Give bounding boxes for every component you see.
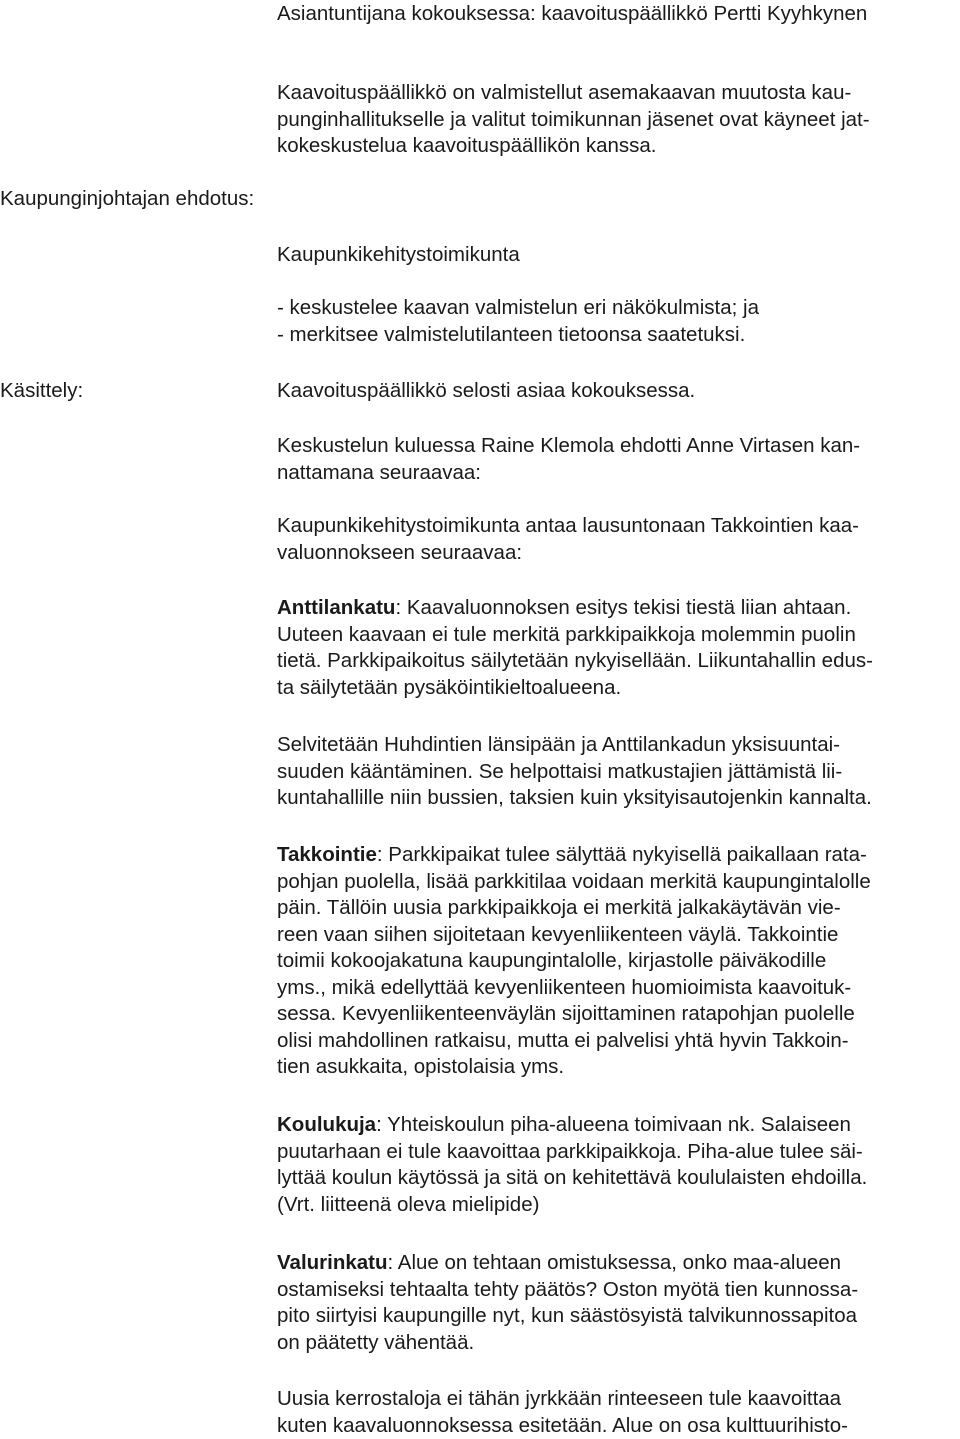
- takkointie-term: Takkointie: [277, 843, 377, 866]
- expert-text: Asiantuntijana kokouksessa: kaavoituspäällikkö Pertti Kyyhkynen: [277, 1, 957, 28]
- takkointie-line: pohjan puolella, lisää parkkitilaa voidaan merkitä kaupungintalolle: [277, 869, 957, 896]
- selvitetaan-line: kuntahallille niin bussien, taksien kuin yksityisautojenkin kannalta.: [277, 785, 957, 812]
- koulukuja-line: (Vrt. liitteenä oleva mielipide): [277, 1192, 957, 1219]
- koulukuja-text: : Yhteiskoulun piha-alueena toimivaan nk. Salaiseen: [376, 1113, 851, 1136]
- proposal-point: - merkitsee valmistelutilanteen tietoonsa saatetuksi.: [277, 322, 957, 349]
- anttilankatu-line: [277, 595, 957, 622]
- valurinkatu-text: : Alue on tehtaan omistuksessa, onko maa-alueen: [388, 1251, 842, 1274]
- expert-line: [277, 1, 957, 28]
- statement-line: valuonnokseen seuraavaa:: [277, 540, 957, 567]
- koulukuja-paragraph: [277, 1112, 957, 1218]
- takkointie-line: tien asukkaita, opistolaisia yms.: [277, 1054, 957, 1081]
- proposal-committee: [277, 242, 957, 269]
- intro-paragraph: [277, 80, 957, 160]
- valurinkatu-paragraph: [277, 1250, 957, 1356]
- selvitetaan-paragraph: [277, 732, 957, 812]
- takkointie-line: [277, 842, 957, 869]
- statement-paragraph: [277, 513, 957, 566]
- valurinkatu-line: pito siirtyisi kaupungille nyt, kun säästösyistä talvikunnossapitoa: [277, 1303, 957, 1330]
- anttilankatu-line: Uuteen kaavaan ei tule merkitä parkkipaikkoja molemmin puolin: [277, 622, 957, 649]
- koulukuja-line: lyttää koulun käytössä ja sitä on kehitettävä koululaisten ehdoilla.: [277, 1165, 957, 1192]
- intro-line: kokeskustelua kaavoituspäällikön kanssa.: [277, 133, 957, 160]
- handling-first-text: Kaavoituspäällikkö selosti asiaa kokouksessa.: [277, 378, 957, 405]
- label-handling: Käsittely:: [0, 378, 83, 405]
- statement-line: Kaupunkikehitystoimikunta antaa lausuntonaan Takkointien kaa-: [277, 513, 957, 540]
- valurinkatu-line: ostamiseksi tehtaalta tehty päätös? Oston myötä tien kunnossa-: [277, 1277, 957, 1304]
- valurinkatu-line: on päätetty vähentää.: [277, 1330, 957, 1357]
- koulukuja-line: [277, 1112, 957, 1139]
- koulukuja-term: Koulukuja: [277, 1113, 376, 1136]
- uusia-paragraph: [277, 1386, 957, 1439]
- takkointie-line: reen vaan siihen sijoitetaan kevyenliikenteen väylä. Takkointie: [277, 922, 957, 949]
- intro-line: punginhallitukselle ja valitut toimikunnan jäsenet ovat käyneet jat-: [277, 107, 957, 134]
- proposal-points: [277, 295, 957, 348]
- discussion-line: Keskustelun kuluessa Raine Klemola ehdotti Anne Virtasen kan-: [277, 433, 957, 460]
- takkointie-line: toimii kokoojakatuna kaupungintalolle, kirjastolle päiväkodille: [277, 948, 957, 975]
- takkointie-line: sessa. Kevyenliikenteenväylän sijoittaminen ratapohjan puolelle: [277, 1001, 957, 1028]
- anttilankatu-term: Anttilankatu: [277, 596, 395, 619]
- committee-name: Kaupunkikehitystoimikunta: [277, 242, 957, 269]
- anttilankatu-paragraph: [277, 595, 957, 701]
- valurinkatu-line: [277, 1250, 957, 1277]
- uusia-line: Uusia kerrostaloja ei tähän jyrkkään rinteeseen tule kaavoittaa: [277, 1386, 957, 1413]
- selvitetaan-line: suuden kääntäminen. Se helpottaisi matkustajien jättämistä lii-: [277, 759, 957, 786]
- takkointie-text: : Parkkipaikat tulee sälyttää nykyisellä paikallaan rata-: [377, 843, 867, 866]
- intro-line: Kaavoituspäällikkö on valmistellut asemakaavan muutosta kau-: [277, 80, 957, 107]
- uusia-line: kuten kaavaluonnoksessa esitetään. Alue on osa kulttuurihisto-: [277, 1413, 957, 1439]
- selvitetaan-line: Selvitetään Huhdintien länsipään ja Anttilankadun yksisuuntai-: [277, 732, 957, 759]
- anttilankatu-line: tietä. Parkkipaikoitus säilytetään nykyisellään. Liikuntahallin edus-: [277, 648, 957, 675]
- takkointie-line: päin. Tällöin uusia parkkipaikkoja ei merkitä jalkakäytävän vie-: [277, 895, 957, 922]
- takkointie-line: yms., mikä edellyttää kevyenliikenteen huomioimista kaavoituk-: [277, 975, 957, 1002]
- proposal-point: - keskustelee kaavan valmistelun eri näkökulmista; ja: [277, 295, 957, 322]
- takkointie-line: olisi mahdollinen ratkaisu, mutta ei palvelisi yhtä hyvin Takkoin-: [277, 1028, 957, 1055]
- takkointie-paragraph: [277, 842, 957, 1081]
- anttilankatu-line: ta säilytetään pysäköintikieltoalueena.: [277, 675, 957, 702]
- anttilankatu-text: : Kaavaluonnoksen esitys tekisi tiestä liian ahtaan.: [395, 596, 851, 619]
- label-proposal: Kaupunginjohtajan ehdotus:: [0, 186, 254, 213]
- discussion-line: nattamana seuraavaa:: [277, 460, 957, 487]
- koulukuja-line: puutarhaan ei tule kaavoittaa parkkipaikkoja. Piha-alue tulee säi-: [277, 1139, 957, 1166]
- discussion-paragraph: [277, 433, 957, 486]
- handling-first: [277, 378, 957, 405]
- valurinkatu-term: Valurinkatu: [277, 1251, 388, 1274]
